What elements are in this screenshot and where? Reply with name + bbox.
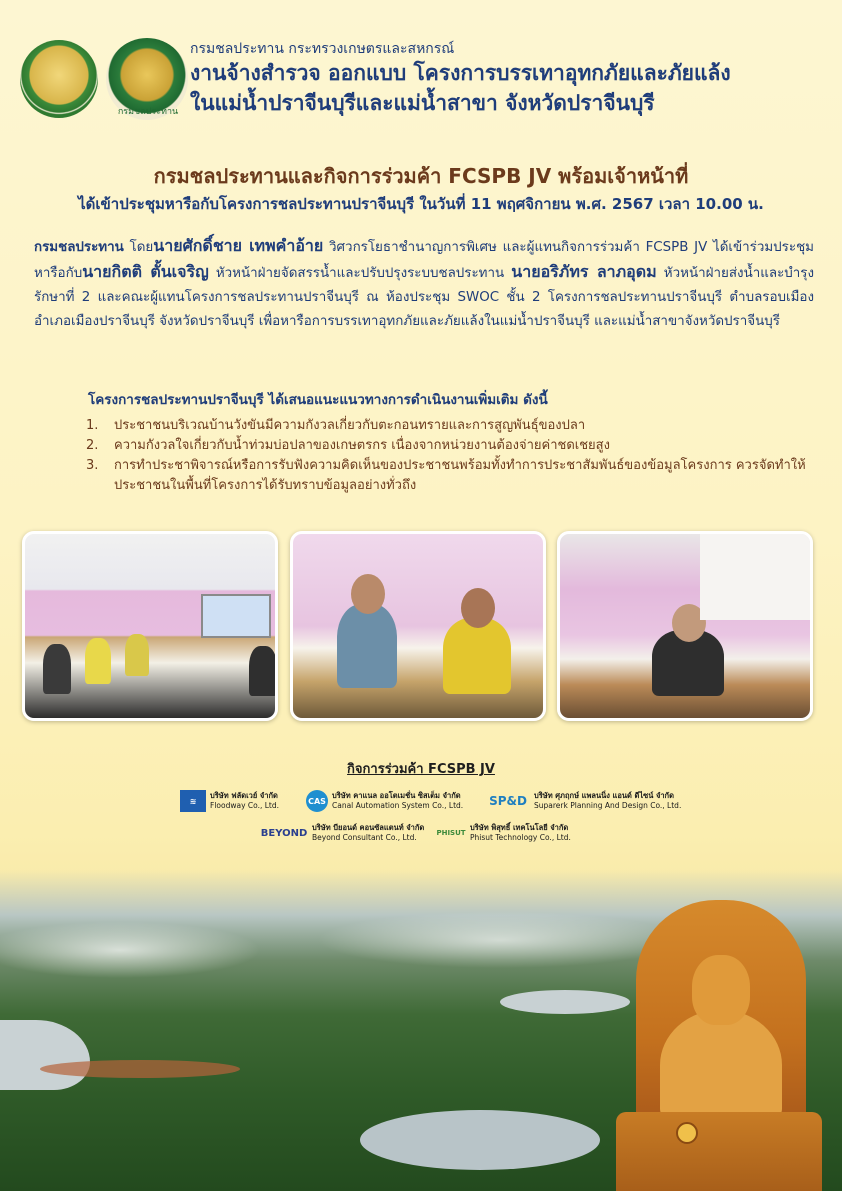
body-text-1: โดย [123,240,154,255]
beyond-logo-icon: BEYOND [260,827,308,839]
partner-name-en: Floodway Co., Ltd. [210,801,279,810]
subheadline: ได้เข้าประชุมหารือกับโครงการชลประทานปราจีนบุรี ในวันที่ 11 พฤศจิกายน พ.ศ. 2567 เวลา 10.00 น. [78,195,764,213]
list-item-text: การทำประชาพิจารณ์หรือการรับฟังความคิดเห็นของประชาชนพร้อมทั้งทำการประชาสัมพันธ์ของข้อมูลโครงการ ควรจัดทำให้ประชาชนในพื้นที่โครงการได้รับทราบข้อมูลอย่างทั่วถึง [114,458,806,493]
body-name-3: นายอริภัทร ลาภอุดม [511,262,657,281]
partner-name-en: Suparerk Planning And Design Co., Ltd. [534,801,682,810]
list-item-number: 3. [86,458,99,473]
floodway-logo-icon: ≋ [180,790,206,812]
partner-name-th: บริษัท ฟลัดเวย์ จำกัด [210,791,278,800]
partner-name-th: บริษัท ศุภฤกษ์ แพลนนิ่ง แอนด์ ดีไซน์ จำกัด [534,791,674,800]
list-item-number: 1. [86,418,99,433]
body-dept: กรมชลประทาน [34,240,124,255]
photo-person [249,646,277,696]
photo-screen [201,594,271,638]
meeting-photo-2 [290,531,546,721]
list-item-number: 2. [86,438,99,453]
body-paragraph [34,234,814,334]
logo-right-caption: กรมชลประทาน [117,107,179,117]
partner-spd [486,790,681,812]
buddha-statue-body [660,1010,782,1120]
list-item-text: ประชาชนบริเวณบ้านวังขันมีความกังวลเกี่ยวกับตะกอนทรายและการสูญพันธุ์ของปลา [114,418,586,433]
phisut-logo-icon: PHISUT [436,829,466,837]
list-item [86,456,806,496]
partner-name-th: บริษัท บียอนด์ คอนซัลแตนท์ จำกัด [312,823,425,832]
photo-person [43,644,71,694]
ministry-label: กรมชลประทาน กระทรวงเกษตรและสหกรณ์ [190,41,455,57]
logo-left [20,40,98,118]
header-title [190,58,830,118]
header-title-line2: ในแม่น้ำปราจีนบุรีและแม่น้ำสาขา จังหวัดปราจีนบุรี [190,91,655,115]
partner-name-en: Beyond Consultant Co., Ltd. [312,833,417,842]
partner-phisut [436,822,571,844]
spd-logo-icon: SP&D [489,794,527,808]
photo-person [443,618,511,694]
photo-person-head [461,588,495,628]
header-title-line1: งานจ้างสำรวจ ออกแบบ โครงการบรรเทาอุทกภัยและภัยแล้ง [190,61,731,85]
photo-person [85,638,111,684]
body-name-1: นายศักดิ์ชาย เทพคำอ้าย [153,236,324,255]
cas-logo-icon: CAS [306,790,328,812]
body-text-4: หัวหน้าฝ่ายส่งน้ำและบำรุงรักษาที่ 2 และคณะผู้แทนโครงการชลประทานปราจีนบุรี ณ ห้องประชุม SWOC ชั้น 2 โครงการชลประทานปราจีนบุรี ตำบลรอบเมือง อำเภอเมืองปราจีนบุรี จังหวัดปราจีนบุรี เพื่อหารือการบรรเทาอุทกภัยและภัยแล้งในแม่น้ำปราจีนบุรี และแม่น้ำสาขาจังหวัดปราจีนบุรี [34,266,815,329]
meeting-photo-3 [557,531,813,721]
meeting-photo-1 [22,531,278,721]
lake-bottom [360,1110,600,1170]
photo-person [125,634,149,676]
list-item [86,416,806,436]
partner-name-en: Canal Automation System Co., Ltd. [332,801,464,810]
partners-title: กิจการร่วมค้า FCSPB JV [347,762,495,777]
body-text-2: วิศวกรโยธาชำนาญการพิเศษ และผู้แทนกิจการร่วมค้า FCSPB JV ได้เข้าร่วมประชุมหารือกับ [34,240,814,281]
headline: กรมชลประทานและกิจการร่วมค้า FCSPB JV พร้อมเจ้าหน้าที่ [153,164,689,188]
body-text-3: หัวหน้าฝ่ายจัดสรรน้ำและปรับปรุงระบบชลประทาน [208,266,512,281]
partner-floodway [180,790,279,812]
list-item-text: ความกังวลใจเกี่ยวกับน้ำท่วมบ่อปลาของเกษตรกร เนื่องจากหน่วยงานต้องจ่ายค่าชดเชยสูง [114,438,610,453]
photo-curtain [700,534,813,620]
lake-far [500,990,630,1014]
recommendation-list [86,416,806,496]
buddha-statue-head [692,955,750,1025]
photo-person-head [351,574,385,614]
buddha-emblem-icon [676,1122,698,1144]
partner-name-en: Phisut Technology Co., Ltd. [470,833,571,842]
partner-name-th: บริษัท พิสุทธิ์ เทคโนโลยี จำกัด [470,823,569,832]
list-item [86,436,806,456]
partner-name-th: บริษัท คาแนล ออโตเมชั่น ซิสเต็ม จำกัด [332,791,461,800]
partner-cas [306,790,463,812]
buddha-statue-base [616,1112,822,1191]
red-shore [40,1060,240,1078]
partner-beyond [260,822,424,844]
section-title: โครงการชลประทานปราจีนบุรี ได้เสนอแนะแนวทางการดำเนินงานเพิ่มเติม ดังนี้ [88,392,548,408]
body-name-2: นายกิตติ ตั้นเจริญ [82,262,209,281]
photo-person [337,604,397,688]
